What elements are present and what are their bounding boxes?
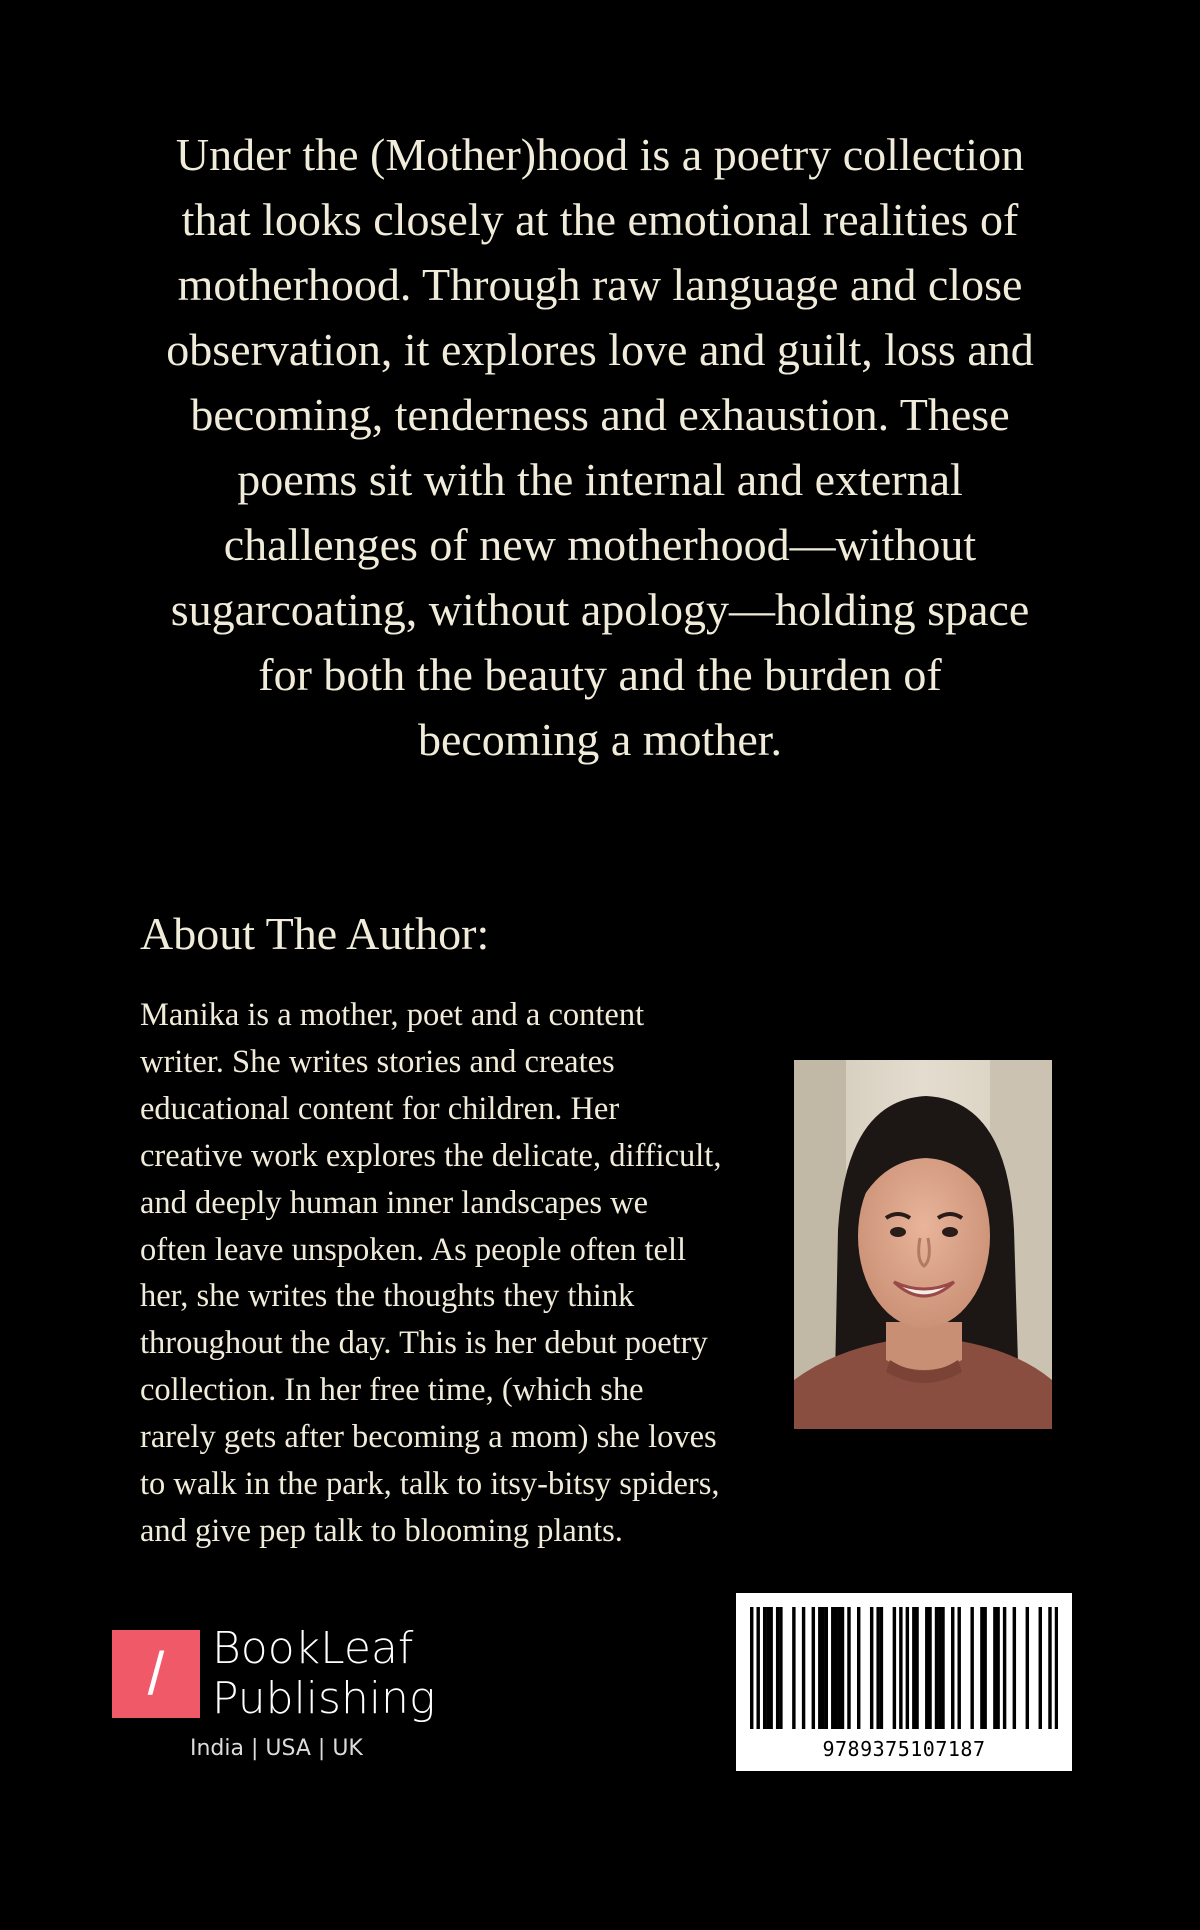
bio-line: her, she writes the thoughts they think bbox=[140, 1278, 635, 1315]
barcode-bar bbox=[996, 1607, 999, 1729]
description-line: becoming, tenderness and exhaustion. These bbox=[190, 389, 1010, 440]
book-description bbox=[110, 122, 1090, 772]
barcode-bar bbox=[915, 1607, 918, 1729]
publisher-name-line1: BookLeaf bbox=[212, 1623, 414, 1674]
barcode-bar bbox=[1003, 1607, 1006, 1729]
barcode-bar bbox=[1048, 1607, 1051, 1729]
barcode-bar bbox=[983, 1607, 986, 1729]
description-line: that looks closely at the emotional realities of bbox=[181, 194, 1019, 245]
bio-line: throughout the day. This is her debut poetry bbox=[140, 1325, 708, 1362]
bio-line: and give pep talk to blooming plants. bbox=[140, 1512, 623, 1549]
barcode-bar bbox=[838, 1607, 841, 1729]
isbn-barcode bbox=[736, 1593, 1072, 1771]
barcode-bar bbox=[769, 1607, 772, 1729]
barcode-bar bbox=[980, 1607, 983, 1729]
barcode-bar bbox=[834, 1607, 837, 1729]
barcode-bar bbox=[870, 1607, 873, 1729]
bio-line: rarely gets after becoming a mom) she loves bbox=[140, 1419, 717, 1456]
barcode-number: 9789375107187 bbox=[822, 1737, 986, 1761]
bio-line: writer. She writes stories and creates bbox=[140, 1043, 615, 1080]
barcode-bar bbox=[938, 1607, 941, 1729]
publisher-name bbox=[212, 1624, 435, 1724]
description-line: Under the (Mother)hood is a poetry collection bbox=[175, 129, 1025, 180]
bio-line: collection. In her free time, (which she bbox=[140, 1372, 644, 1409]
barcode-bar bbox=[941, 1607, 944, 1729]
barcode-bar bbox=[906, 1607, 909, 1729]
barcode-bar bbox=[1026, 1607, 1029, 1729]
bio-line: often leave unspoken. As people often tell bbox=[140, 1231, 687, 1268]
barcode-bar bbox=[763, 1607, 766, 1729]
description-line: becoming a mother. bbox=[417, 714, 783, 765]
description-line: for both the beauty and the burden of bbox=[258, 649, 942, 700]
barcode-bars bbox=[750, 1607, 1058, 1737]
barcode-bar bbox=[841, 1607, 844, 1729]
barcode-bar bbox=[847, 1607, 850, 1729]
description-line: observation, it explores love and guilt, loss and bbox=[166, 324, 1034, 375]
barcode-bar bbox=[970, 1607, 973, 1729]
barcode-bar bbox=[935, 1607, 938, 1729]
description-line: poems sit with the internal and external bbox=[237, 454, 963, 505]
author-photo bbox=[794, 1060, 1052, 1429]
barcode-bar bbox=[1055, 1607, 1058, 1729]
barcode-bar bbox=[812, 1607, 815, 1729]
barcode-bar bbox=[818, 1607, 821, 1729]
bio-line: creative work explores the delicate, difficult, bbox=[140, 1137, 722, 1174]
barcode-bar bbox=[1013, 1607, 1016, 1729]
barcode-bar bbox=[825, 1607, 828, 1729]
description-line: challenges of new motherhood—without bbox=[223, 519, 977, 570]
publisher-name-line2: Publishing bbox=[212, 1673, 436, 1724]
barcode-bar bbox=[880, 1607, 883, 1729]
barcode-bar bbox=[876, 1607, 879, 1729]
bio-line: to walk in the park, talk to itsy-bitsy spiders, bbox=[140, 1466, 720, 1503]
barcode-bar bbox=[912, 1607, 915, 1729]
barcode-bar bbox=[750, 1607, 753, 1729]
barcode-bar bbox=[899, 1607, 902, 1729]
barcode-bar bbox=[925, 1607, 928, 1729]
description-line: motherhood. Through raw language and close bbox=[177, 259, 1023, 310]
barcode-bar bbox=[779, 1607, 782, 1729]
barcode-bar bbox=[857, 1607, 860, 1729]
barcode-bar bbox=[993, 1607, 996, 1729]
bio-line: and deeply human inner landscapes we bbox=[140, 1184, 649, 1221]
barcode-bar bbox=[831, 1607, 834, 1729]
barcode-bar bbox=[893, 1607, 896, 1729]
publisher-regions: India | USA | UK bbox=[190, 1736, 363, 1761]
barcode-bar bbox=[928, 1607, 931, 1729]
barcode-bar bbox=[792, 1607, 795, 1729]
barcode-bar bbox=[1039, 1607, 1042, 1729]
slash-icon: / bbox=[147, 1640, 165, 1707]
barcode-bar bbox=[951, 1607, 954, 1729]
barcode-bar bbox=[802, 1607, 805, 1729]
barcode-bar bbox=[756, 1607, 759, 1729]
bio-line: educational content for children. Her bbox=[140, 1090, 620, 1127]
about-author-heading: About The Author: bbox=[140, 908, 490, 959]
publisher-logo bbox=[112, 1623, 452, 1770]
barcode-bar bbox=[776, 1607, 779, 1729]
barcode-bar bbox=[957, 1607, 960, 1729]
bio-line: Manika is a mother, poet and a content bbox=[140, 997, 645, 1033]
barcode-bar bbox=[821, 1607, 824, 1729]
author-bio bbox=[140, 992, 790, 1555]
description-line: sugarcoating, without apology—holding space bbox=[170, 584, 1030, 635]
barcode-bar bbox=[766, 1607, 769, 1729]
